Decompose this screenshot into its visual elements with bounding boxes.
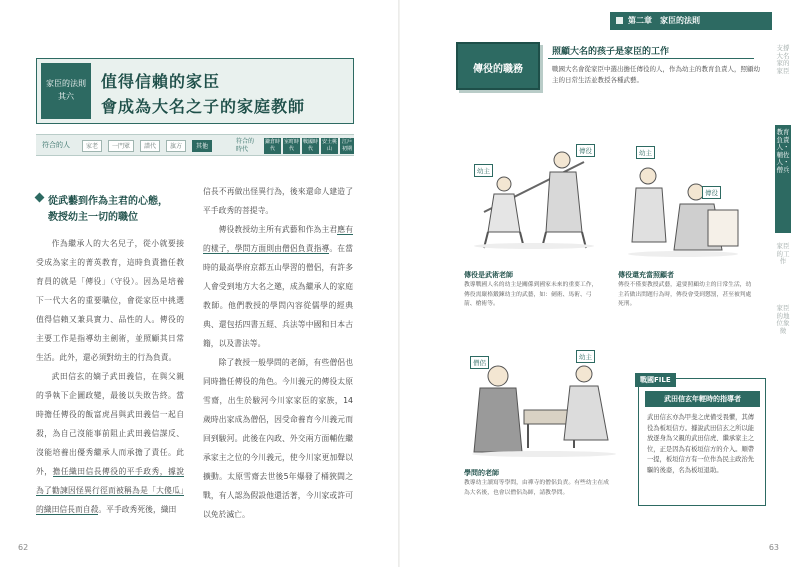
- figure-caption-text: 教導戰國人名的幼主是關係到國家未來的重要工作，傳役需嚴格鍛鍊幼主的武藝，如：劍術、馬術、弓箭、槍術等。: [464, 282, 598, 307]
- role-box: [456, 42, 540, 90]
- paragraph: 信長不再做出怪異行為，後來還命人建造了平手政秀的菩提寺。: [203, 187, 353, 215]
- underlined-text: 擔任織田信長傳役的平手政秀，據說為了勸諫因怪異行徑而被稱為是「大傻瓜」的織田信長而自殺: [36, 467, 185, 514]
- body-column-1: [36, 234, 184, 519]
- text-run: 武田信玄的嫡子武田義信，在與父親的爭執下企圖政變，最後以失敗告終。當時擔任傳役的飯富虎昌與武田義信一起自殺，為自己沒能事前阻止武田義信謀反、沒能培養出優秀繼承人而承擔了責任。此外，: [36, 372, 184, 476]
- side-tab[interactable]: 支撐大名家的家臣: [776, 44, 790, 75]
- diamond-bullet-icon: [35, 193, 45, 203]
- rank-label: 符合的人: [42, 141, 70, 149]
- body-column-2: [203, 182, 353, 524]
- section-tag-line2: 其六: [58, 92, 74, 101]
- era-chip: 鎌倉時代: [264, 139, 280, 152]
- era-chip: 室町時代: [283, 139, 299, 152]
- rank-chip-active: 其他: [192, 140, 212, 152]
- era-chip: 戰國時代: [302, 139, 318, 152]
- rank-chip: 旗方: [166, 140, 186, 152]
- paragraph: 作為繼承人的大名兒子，從小就要接受成為家主的菁英教育，這時負責擔任教育員的就是「傳役」（守役）。因為是培養下一代大名的重要職位，會從家臣中挑選值得信賴又兼具實力、品性的人。傳役的主要工作是指導幼主劍術，並照顧其日常生活。此外，還必須對幼主的行為負責。: [36, 239, 184, 362]
- page-title-line1: 值得信賴的家臣: [101, 72, 221, 91]
- figure-caption-text: 教導幼主讀寫等學問，由禪寺的僧侶負責。有些幼主在成為大名後，也會以僧侶為師，請教學問。: [464, 480, 609, 496]
- chapter-header: [610, 12, 772, 30]
- figure-tag: 傳役: [576, 144, 595, 157]
- role-box-label: 傳役的職務: [473, 64, 523, 75]
- paragraph: [203, 220, 353, 353]
- era-chip: 安土桃山: [321, 139, 337, 152]
- page-number: 62: [18, 543, 29, 552]
- figure-tag: 幼主: [576, 350, 595, 363]
- figure-caption-text: 傳役不僅要教授武藝，還要照顧幼主的日常生活，幼主若做出問題行為時，傳役會受到懲罰，甚至被判處死刑。: [618, 282, 752, 307]
- side-tab-active[interactable]: 教育負責人・輔佐人・僧兵: [775, 125, 791, 233]
- figure-tag: 幼主: [636, 146, 655, 159]
- side-tab[interactable]: 家臣的地位象徵: [776, 304, 790, 335]
- rank-chip: 一門眾: [108, 140, 134, 152]
- figure-caption-title: 學問的老師: [464, 469, 499, 477]
- underlined-text: 應有的樣子，學問方面則由僧侶負責指導: [203, 225, 354, 253]
- section-tag: [41, 63, 91, 119]
- title-block: [36, 58, 354, 124]
- subheading-line2: 教授幼主一切的職位: [48, 212, 138, 223]
- page-number: 63: [768, 543, 779, 552]
- paragraph: [36, 367, 184, 519]
- chapter-title: 第二章 家臣的法則: [628, 16, 700, 25]
- era-chip: 江戶初期: [341, 139, 352, 152]
- rank-chip: 家老: [82, 140, 102, 152]
- side-tab[interactable]: 家臣的工作: [776, 242, 790, 265]
- right-page: [400, 0, 799, 567]
- left-page: [0, 0, 399, 567]
- sengoku-file-box: [638, 378, 766, 506]
- section-tag-line1: 家臣的法則: [46, 79, 86, 88]
- role-description: 戰國大名會從家臣中選出擔任傳役的人，作為幼主的教育負責人，照顧幼主的日常生活並教授各種武藝。: [552, 65, 760, 84]
- figure-caption-title: 傳役還充當照顧者: [618, 271, 674, 279]
- side-index-tabs: [775, 45, 793, 373]
- subheading: [36, 192, 196, 226]
- text-run: 。平手政秀死後，織田: [98, 505, 177, 514]
- file-tag: 戰國FILE: [635, 373, 676, 387]
- divider: [548, 58, 754, 59]
- caretaker-illustration: [618, 150, 748, 260]
- era-label: 符合的時代: [236, 138, 255, 153]
- page-title-line2: 會成為大名之子的家庭教師: [101, 97, 306, 116]
- subheading-line1: 從武藝到作為主君的心態，: [48, 196, 168, 207]
- text-run: 傳役教授幼主所有武藝和作為主君: [218, 225, 338, 234]
- paragraph: 除了教授一般學問的老師，有些僧侶也同時擔任傳役的角色。今川義元的傳役太原雪齋，出生於駿河今川家家臣的家族，14歲時出家成為僧侶，因受命養育今川義元而回到駿河。此後在內政、外交兩方面輔佐繼承家主之位的今川義元，使今川家更加聲以擴動。太原雪齋去世後5年爆發了桶狹間之戰，有人認為假設他還活著，今川家或許可以免於滅亡。: [203, 358, 353, 519]
- figure-caption-title: 傳役是武術老師: [464, 271, 513, 279]
- figure-tag: 傳役: [702, 186, 721, 199]
- text-run: 。在當時的最高學府京都五山學習的僧侶，有許多人會受到地方大名之邀，成為繼承人的家庭教師。他們教授的學問內容從儒學的經典典、還包括四書五經、兵法等中國和日本古籍，以及書法等。: [203, 244, 354, 348]
- rank-chip: 譜代: [140, 140, 160, 152]
- file-text: 武田信玄亦為甲斐之虎備受畏懼，其傳役為板垣信方。據說武田信玄之所以能放逐身為父親的武田信虎、繼承家主之位，正是因為有板垣信方的介入。順帶一提，板垣信方有一位作為民主政治先驅的後裔，名為板垣退助。: [647, 414, 755, 474]
- square-icon: [616, 17, 623, 24]
- figure-tag: 幼主: [474, 164, 493, 177]
- applicability-bar: [36, 134, 354, 156]
- role-heading: 照顧大名的孩子是家臣的工作: [552, 47, 670, 57]
- file-title: 武田信玄年輕時的指導者: [645, 391, 760, 407]
- figure-tag: 僧侶: [470, 356, 489, 369]
